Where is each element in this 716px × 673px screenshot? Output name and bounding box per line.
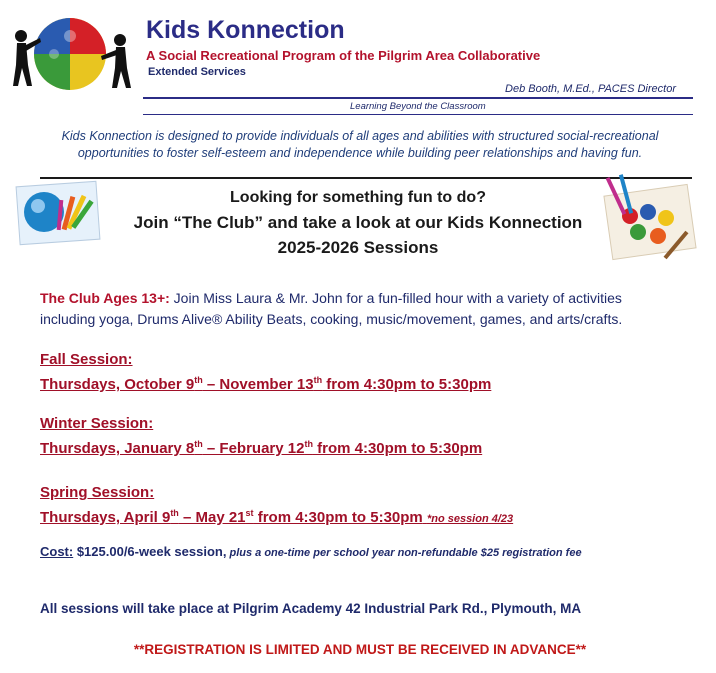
header-divider-lower	[143, 114, 693, 115]
intro-line-1: Kids Konnection is designed to provide individuals of all ages and abilities with structured social-recreational	[61, 129, 659, 143]
fall-end-suffix: th	[313, 375, 323, 385]
club-description	[40, 288, 690, 330]
art-supplies-icon	[12, 178, 104, 248]
fall-start-suffix: th	[194, 375, 203, 385]
club-description-line-2: including yoga, Drums Alive® Ability Beats, cooking, music/movement, games, and arts/crafts.	[40, 311, 623, 327]
cost-line	[40, 544, 582, 559]
spring-time: from 4:30pm to 5:30pm	[253, 509, 423, 526]
spring-end-date: – May 21	[178, 509, 246, 526]
winter-end-suffix: th	[304, 439, 313, 449]
club-description-line-1: Join Miss Laura & Mr. John for a fun-filled hour with a variety of activities	[169, 290, 622, 306]
fall-session	[40, 350, 491, 396]
puzzle-people-logo-icon	[4, 10, 136, 96]
spring-start-suffix: th	[170, 508, 179, 518]
intro-text	[40, 128, 680, 162]
registration-notice: **REGISTRATION IS LIMITED AND MUST BE RECEIVED IN ADVANCE**	[133, 642, 587, 657]
fall-session-dates	[40, 369, 491, 396]
director-credit: Deb Booth, M.Ed., PACES Director	[505, 83, 676, 95]
spring-session-note: *no session 4/23	[426, 513, 514, 525]
spring-session	[40, 483, 513, 530]
intro-line-2: opportunities to foster self-esteem and independence while building peer relationships and having fun.	[77, 146, 643, 160]
winter-time: from 4:30pm to 5:30pm	[312, 440, 483, 457]
headline-question: Looking for something fun to do?	[230, 189, 486, 206]
fall-time: from 4:30pm to 5:30pm	[322, 376, 492, 393]
program-subtitle-services: Extended Services	[148, 66, 246, 78]
fall-start-date: Thursdays, October 9	[40, 376, 195, 393]
winter-session-title: Winter Session:	[40, 415, 154, 432]
winter-start-date: Thursdays, January 8	[40, 440, 195, 457]
cost-amount: $125.00/6-week session,	[73, 544, 227, 559]
spring-end-suffix: st	[245, 508, 254, 518]
program-subtitle: A Social Recreational Program of the Pilgrim Area Collaborative	[146, 48, 541, 63]
spring-session-title: Spring Session:	[40, 484, 155, 501]
club-label: The Club Ages 13+:	[40, 290, 170, 306]
winter-session	[40, 414, 482, 460]
fall-session-title: Fall Session:	[40, 351, 133, 368]
header-divider	[143, 97, 693, 99]
location-text: All sessions will take place at Pilgrim Academy 42 Industrial Park Rd., Plymouth, MA	[40, 601, 582, 616]
headline-block	[100, 185, 616, 260]
winter-session-dates	[40, 433, 482, 460]
tagline: Learning Beyond the Classroom	[350, 101, 486, 112]
headline-year: 2025-2026 Sessions	[277, 238, 439, 257]
spring-start-date: Thursdays, April 9	[40, 509, 171, 526]
winter-start-suffix: th	[194, 439, 203, 449]
cost-fee-note: plus a one-time per school year non-refundable $25 registration fee	[226, 547, 582, 559]
winter-end-date: – February 12	[202, 440, 305, 457]
headline-join: Join “The Club” and take a look at our Kids Konnection	[133, 213, 583, 232]
fall-end-date: – November 13	[202, 376, 314, 393]
spring-session-dates	[40, 502, 513, 530]
cost-label: Cost:	[40, 544, 74, 559]
page-title: Kids Konnection	[146, 16, 345, 44]
